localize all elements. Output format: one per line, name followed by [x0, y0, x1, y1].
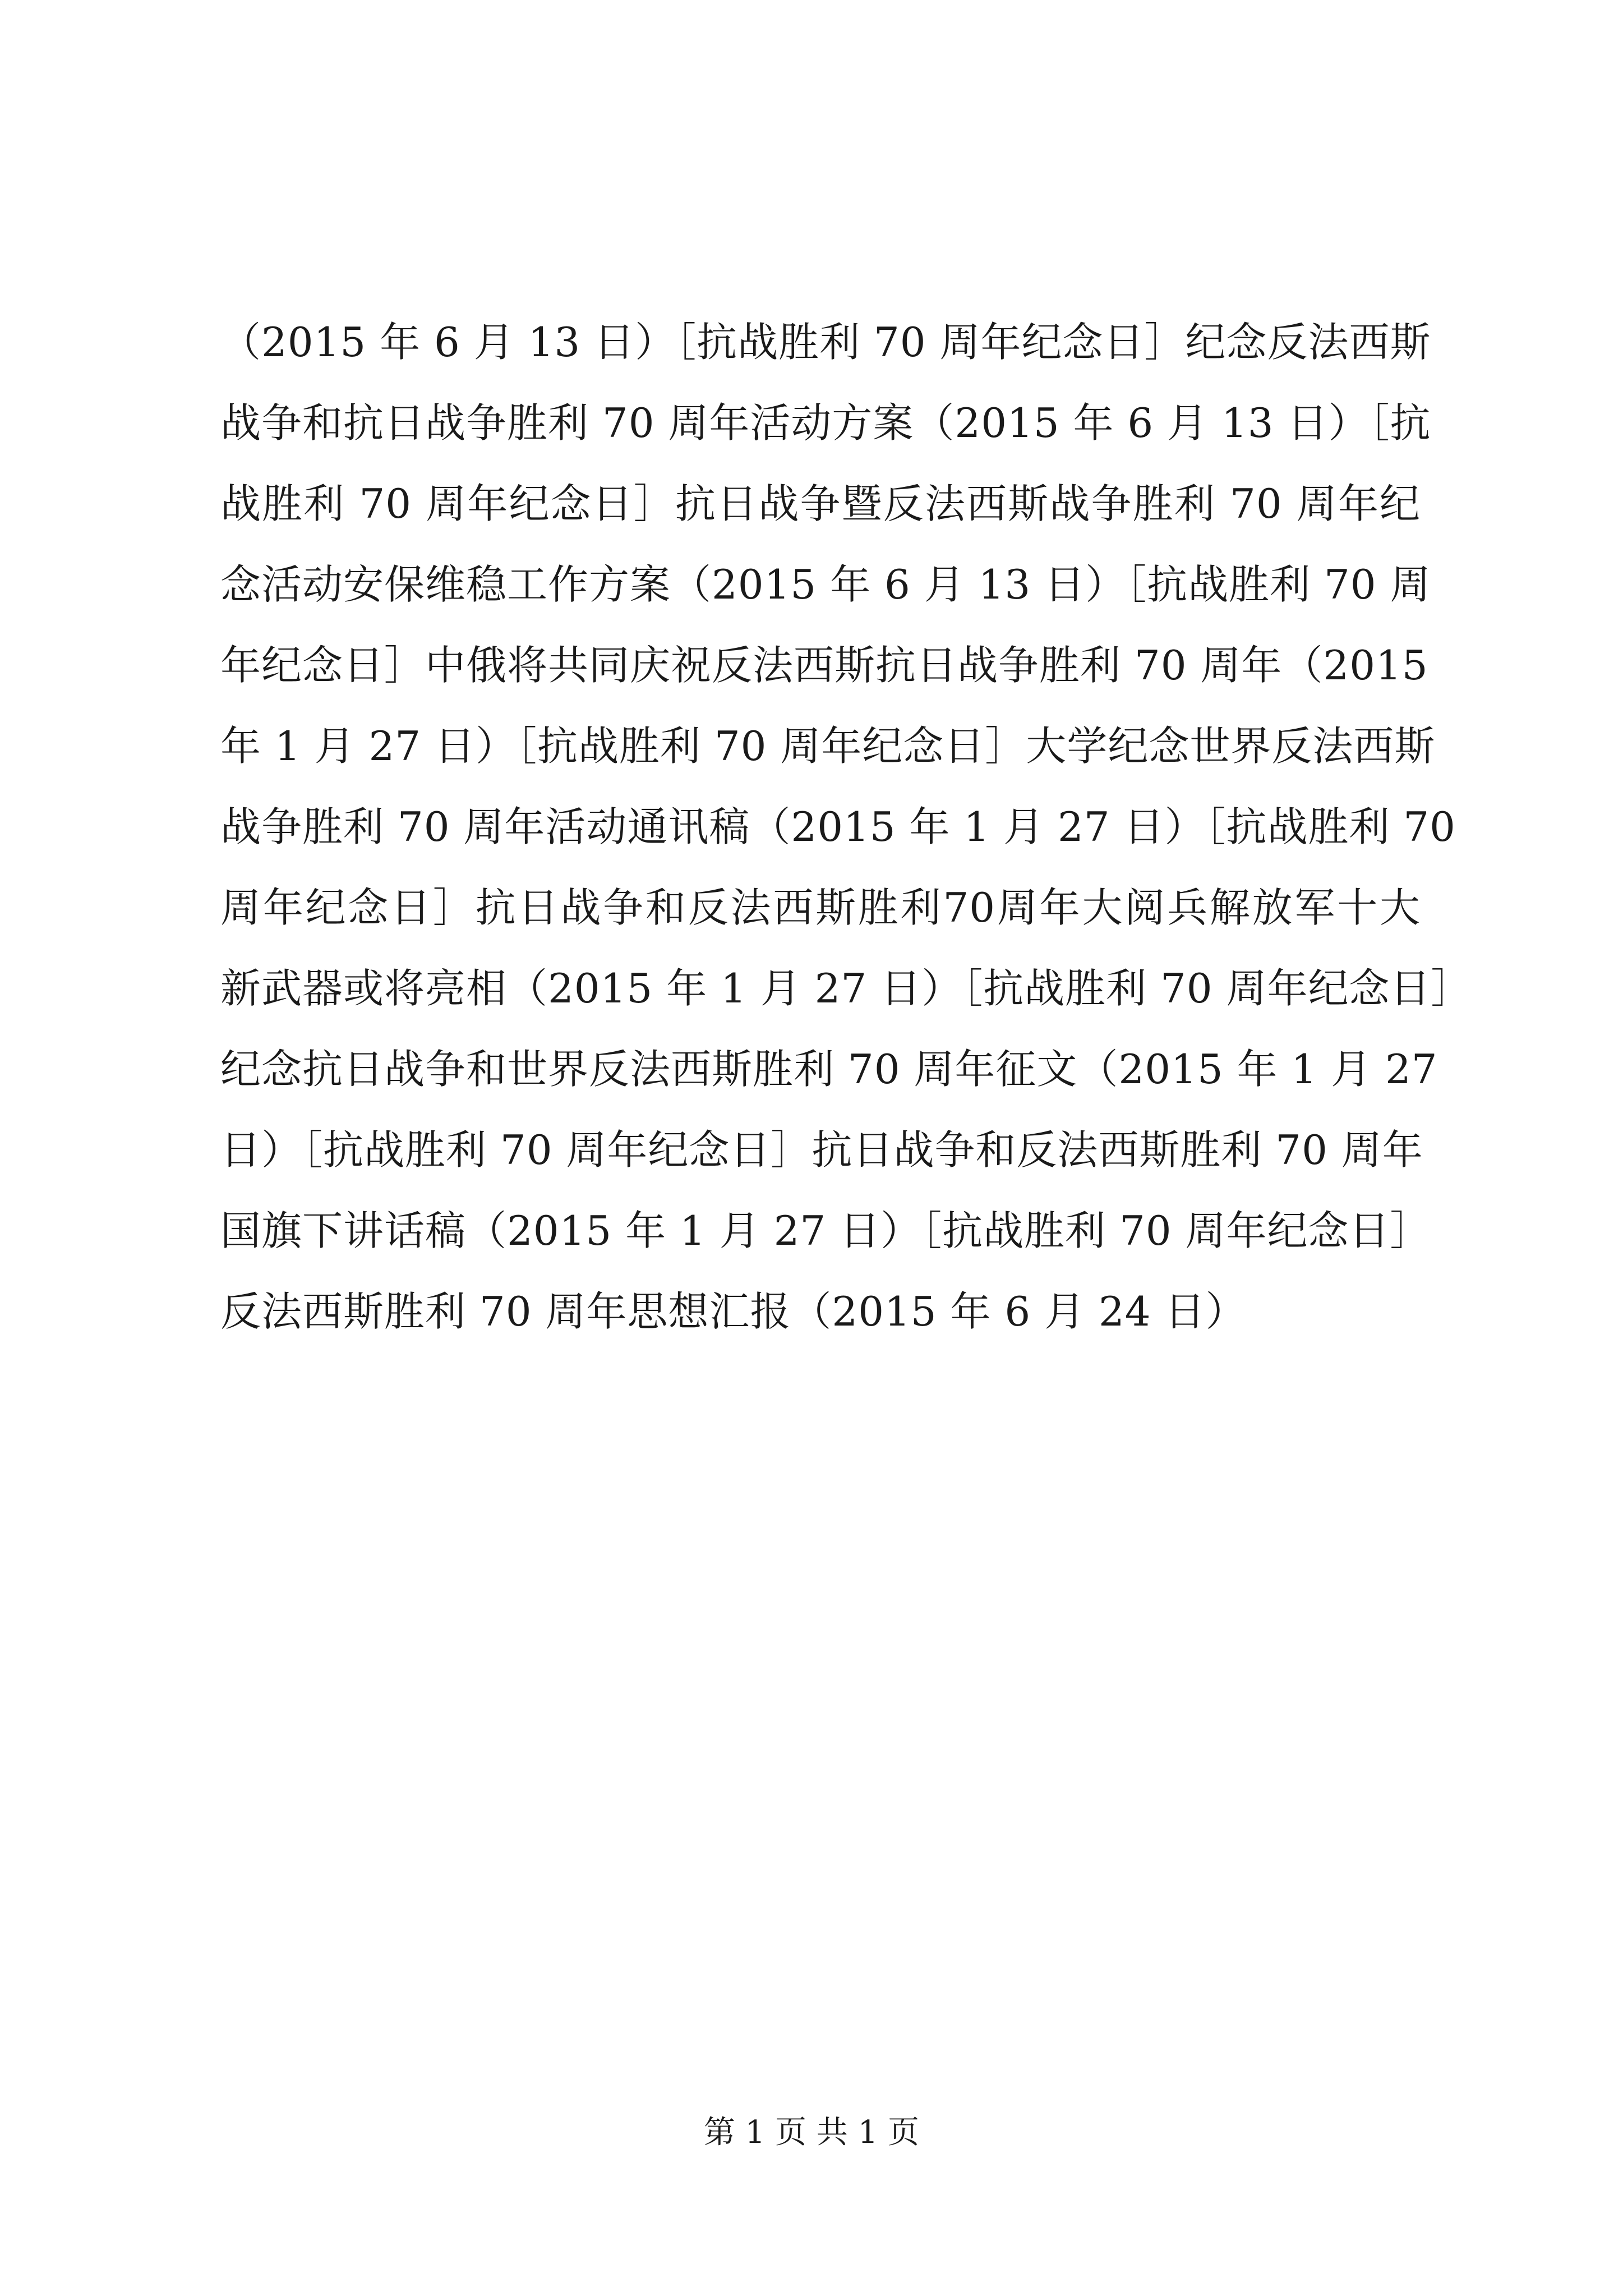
text-line: 国旗下讲话稿（2015 年 1 月 27 日）［抗战胜利 70 周年纪念日］ — [220, 1207, 1431, 1254]
text-line: 战胜利 70 周年纪念日］抗日战争暨反法西斯战争胜利 70 周年纪 — [220, 480, 1421, 527]
text-line: 反法西斯胜利 70 周年思想汇报（2015 年 6 月 24 日） — [220, 1288, 1247, 1335]
text-line: 周年纪念日］抗日战争和反法西斯胜利70周年大阅兵解放军十大 — [220, 884, 1421, 931]
text-line: 纪念抗日战争和世界反法西斯胜利 70 周年征文（2015 年 1 月 27 — [220, 1046, 1438, 1093]
text-line: 念活动安保维稳工作方案（2015 年 6 月 13 日）［抗战胜利 70 周 — [220, 561, 1431, 608]
page-footer — [0, 2110, 1623, 2155]
text-line: 年 1 月 27 日）［抗战胜利 70 周年纪念日］大学纪念世界反法西斯 — [220, 723, 1436, 770]
text-line: 日）［抗战胜利 70 周年纪念日］抗日战争和反法西斯胜利 70 周年 — [220, 1126, 1423, 1174]
body-paragraph — [220, 302, 1472, 1352]
page-number-label: 第 1 页 共 1 页 — [703, 2114, 920, 2151]
text-line: 战争和抗日战争胜利 70 周年活动方案（2015 年 6 月 13 日）［抗 — [220, 399, 1431, 447]
text-line: （2015 年 6 月 13 日）［抗战胜利 70 周年纪念日］纪念反法西斯 — [220, 319, 1431, 366]
text-line: 年纪念日］中俄将共同庆祝反法西斯抗日战争胜利 70 周年（2015 — [220, 642, 1428, 689]
text-line: 战争胜利 70 周年活动通讯稿（2015 年 1 月 27 日）［抗战胜利 70 — [220, 803, 1456, 850]
text-line: 新武器或将亮相（2015 年 1 月 27 日）［抗战胜利 70 周年纪念日］ — [220, 965, 1472, 1012]
